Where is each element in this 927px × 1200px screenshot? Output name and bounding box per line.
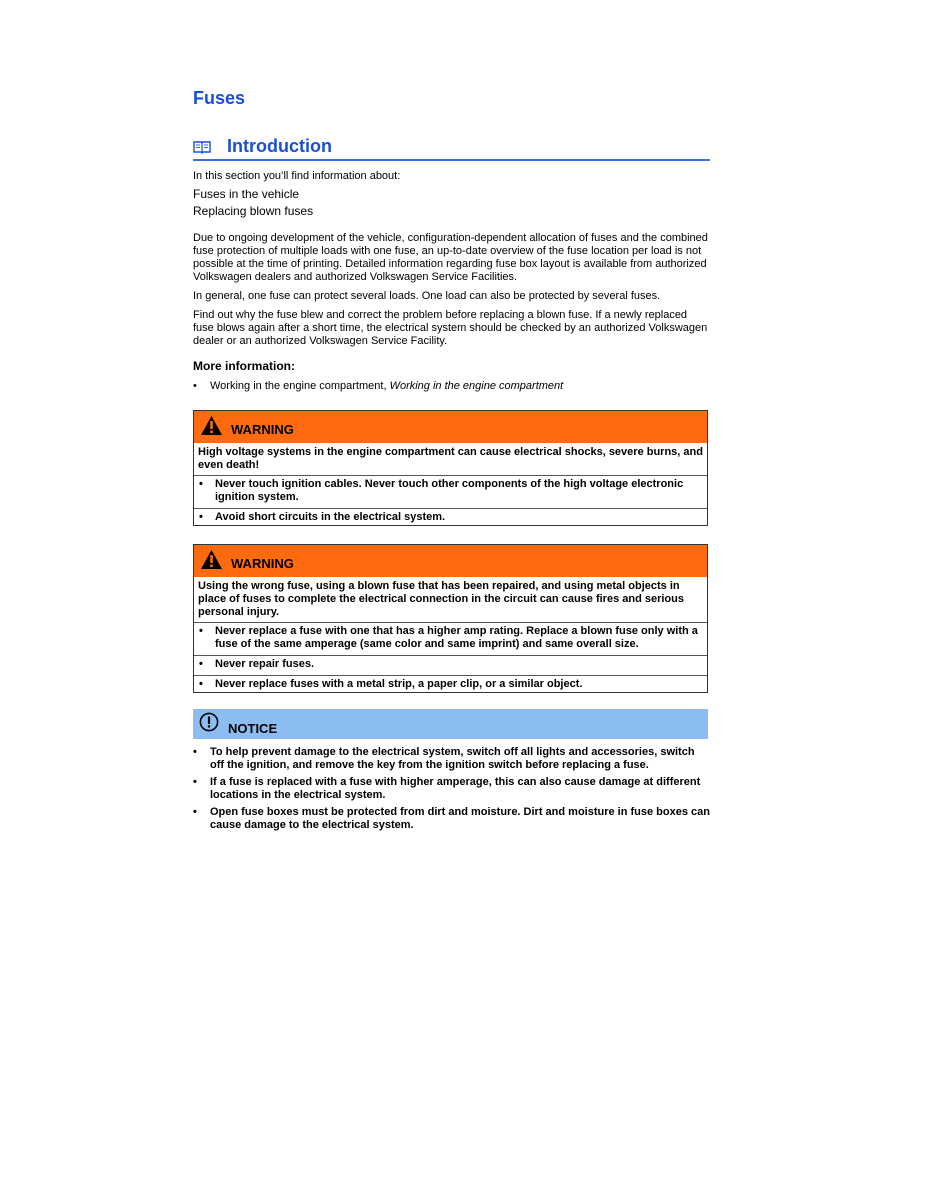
bullet: • bbox=[199, 511, 203, 523]
topic-link-replacing-blown-fuses[interactable]: Replacing blown fuses bbox=[193, 204, 314, 218]
more-info-link[interactable]: Working in the engine compartment bbox=[389, 380, 564, 392]
notice-item bbox=[193, 776, 710, 802]
warning-item bbox=[198, 656, 703, 672]
bullet: • bbox=[193, 776, 197, 788]
warning-label: WARNING bbox=[231, 556, 294, 571]
topic-link-fuses-in-vehicle[interactable]: Fuses in the vehicle bbox=[193, 187, 300, 201]
warning-item bbox=[198, 623, 703, 652]
notice-body bbox=[193, 746, 710, 836]
warning-body bbox=[194, 577, 707, 692]
notice-header bbox=[193, 709, 708, 739]
more-info-item bbox=[193, 380, 727, 393]
paragraph-fuse-overview: Due to ongoing development of the vehicle, configuration-dependent allocation of fuses and the combined fuse protection of multiple loads with one fuse, an up-to-date overview of the fuse location per load is not possible at the time of printing. Detailed information regarding fuse box layout is available from authorized Volkswagen dealers and authorized Volkswagen Service Facilities. bbox=[193, 232, 708, 283]
manual-page bbox=[193, 0, 710, 831]
topic-link-list bbox=[193, 186, 710, 220]
notice-label: NOTICE bbox=[228, 721, 278, 736]
notice-item bbox=[193, 806, 710, 832]
intro-lead: In this section you’ll find information about: bbox=[193, 170, 401, 182]
notice-item-text: Open fuse boxes must be protected from dirt and moisture. Dirt and moisture in fuse boxes can cause damage to the electrical system. bbox=[210, 806, 710, 831]
paragraph-find-cause: Find out why the fuse blew and correct the problem before replacing a blown fuse. If a newly replaced fuse blows again after a short time, the electrical system should be checked by an authorized Volkswagen dealer or an authorized Volkswagen Service Facility. bbox=[193, 309, 708, 347]
book-icon bbox=[193, 140, 211, 154]
warning-triangle-icon bbox=[200, 415, 223, 436]
section-header bbox=[193, 135, 710, 161]
notice-exclamation-icon bbox=[199, 712, 219, 732]
warning-label: WARNING bbox=[231, 422, 294, 437]
warning-header bbox=[194, 411, 707, 443]
warning-item bbox=[198, 676, 703, 692]
notice-item bbox=[193, 746, 710, 772]
warning-item-text: Avoid short circuits in the electrical system. bbox=[215, 511, 446, 523]
bullet: • bbox=[193, 746, 197, 758]
bullet: • bbox=[199, 478, 203, 490]
warning-box-wrong-fuse bbox=[193, 544, 708, 693]
warning-item-text: Never repair fuses. bbox=[215, 658, 315, 670]
bullet: • bbox=[193, 380, 197, 392]
warning-item-text: Never replace fuses with a metal strip, a paper clip, or a similar object. bbox=[215, 678, 583, 690]
warning-header bbox=[194, 545, 707, 577]
warning-body bbox=[194, 443, 707, 525]
warning-item bbox=[198, 476, 703, 505]
warning-intro: Using the wrong fuse, using a blown fuse that has been repaired, and using metal objects in place of fuses to complete the electrical connection in the circuit can cause fires and serious personal injury. bbox=[198, 580, 684, 618]
section-title: Introduction bbox=[227, 136, 332, 156]
warning-box-high-voltage bbox=[193, 410, 708, 526]
notice-item-text: To help prevent damage to the electrical system, switch off all lights and accessories, switch off the ignition, and remove the key from the ignition switch before replacing a fuse. bbox=[210, 746, 695, 771]
more-info-heading: More information: bbox=[193, 359, 295, 373]
bullet: • bbox=[193, 806, 197, 818]
warning-triangle-icon bbox=[200, 549, 223, 570]
bullet: • bbox=[199, 625, 203, 637]
paragraph-fuse-protection: In general, one fuse can protect several loads. One load can also be protected by several fuses. bbox=[193, 290, 661, 302]
more-info-text: Working in the engine compartment, bbox=[210, 380, 387, 392]
warning-item bbox=[198, 509, 703, 525]
warning-item-text: Never replace a fuse with one that has a higher amp rating. Replace a blown fuse only with a fuse of the same amperage (same color and same imprint) and same overall size. bbox=[215, 625, 698, 650]
bullet: • bbox=[199, 678, 203, 690]
notice-item-text: If a fuse is replaced with a fuse with higher amperage, this can also cause damage at different locations in the electrical system. bbox=[210, 776, 701, 801]
bullet: • bbox=[199, 658, 203, 670]
page-title: Fuses bbox=[193, 88, 246, 108]
warning-intro: High voltage systems in the engine compartment can cause electrical shocks, severe burns, and even death! bbox=[198, 446, 703, 471]
warning-item-text: Never touch ignition cables. Never touch other components of the high voltage electronic ignition system. bbox=[215, 478, 684, 503]
